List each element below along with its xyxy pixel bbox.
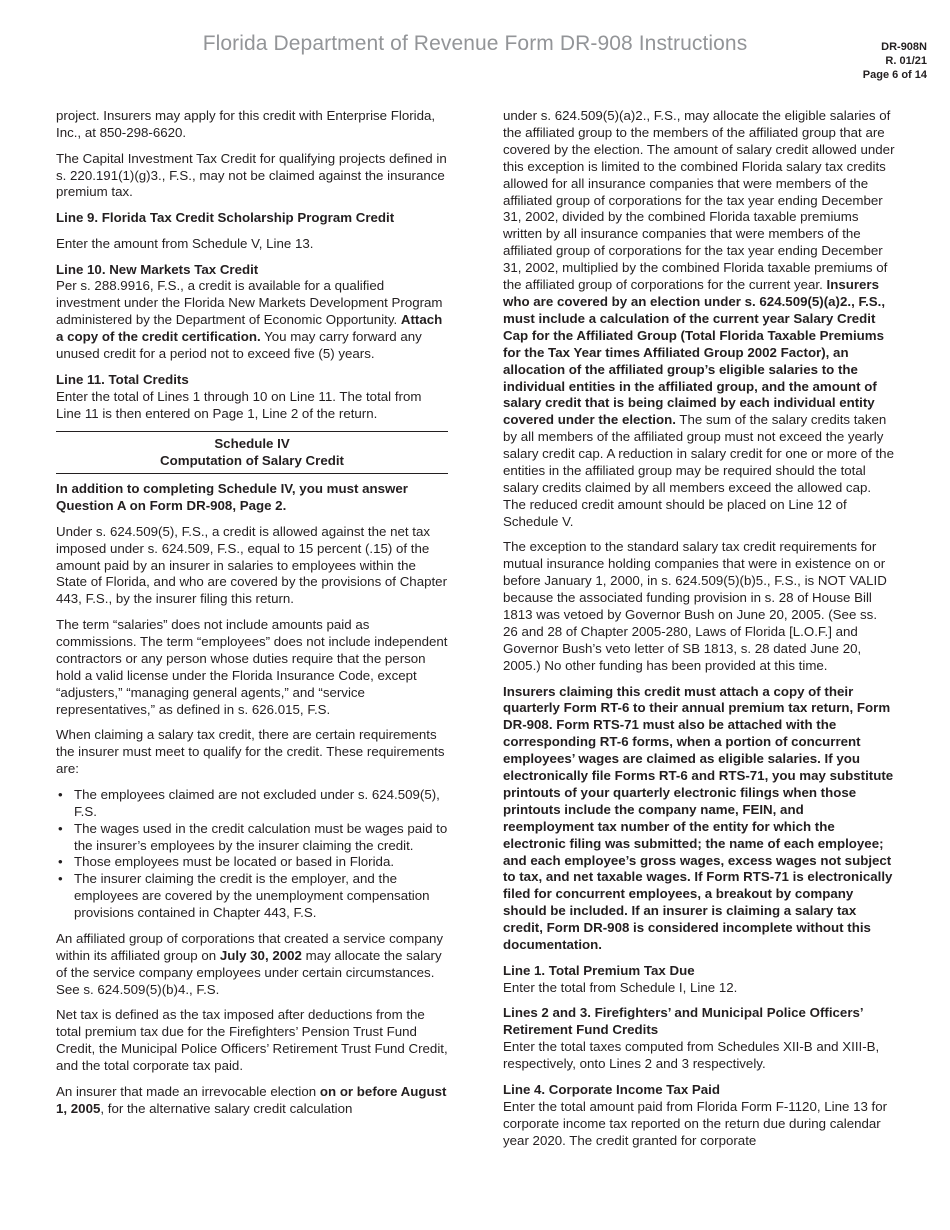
schedule-notice: In addition to completing Schedule IV, you must answer Question A on Form DR-908, Page 2. [56, 481, 408, 513]
line11-text: Enter the total of Lines 1 through 10 on Line 11. The total from Line 11 is then entered on Page 1, Line 2 of the return. [56, 388, 422, 421]
line4-text: Enter the total amount paid from Florida Form F-1120, Line 13 for corporate income tax reported on the return due during calendar year 2020. The credit granted for corporate [503, 1098, 888, 1148]
paragraph: An insurer that made an irrevocable election on or before August 1, 2005, for the alternative salary credit calculation [56, 1083, 447, 1116]
schedule-subtitle: Computation of Salary Credit [160, 453, 344, 469]
right-column [503, 108, 895, 1158]
line2-3-text: Enter the total taxes computed from Schedules XII-B and XIII-B, respectively, onto Lines 2 and 3 respectively. [503, 1039, 880, 1072]
form-revision: R. 01/21 [885, 55, 927, 67]
paragraph: Under s. 624.509(5), F.S., a credit is allowed against the net tax imposed under s. 624.509, F.S., equal to 15 percent (.15) of the amount paid by an insurer in salaries to employees within the State of Florida, and who are covered by the provisions of Chapter 443, F.S., by the insurer filing this return. [56, 523, 447, 607]
line9-text: Enter the amount from Schedule V, Line 13. [56, 235, 314, 251]
requirements-list [56, 787, 448, 922]
paragraph: The exception to the standard salary tax credit requirements for mutual insurance holding companies that were in existence on or before January 1, 2000, in s. 624.509(5)(b)5., F.S., is NOT VALID because the associated funding provision in s. 28 of House Bill 1813 was vetoed by Governor Bush on June 20, 2005. (See ss. 26 and 28 of Chapter 2005-280, Laws of Florida [L.O.F.] and Governor Bush’s veto letter of SB 1813, s. 28 dated June 20, 2005.) No other funding has been provided at this time. [503, 539, 887, 673]
left-column [56, 108, 448, 1126]
form-number: DR-908N [881, 41, 927, 53]
page-title: Florida Department of Revenue Form DR-908 Instructions [202, 32, 748, 55]
line10-text: Per s. 288.9916, F.S., a credit is available for a qualified investment under the Florida New Markets Development Program administered by the Department of Economic Opportunity. Attach a copy of the credit certification. You may carry forward any unused credit for a period not to exceed five (5) years. [56, 278, 443, 362]
line11-heading: Line 11. Total Credits [56, 371, 189, 387]
form-info [863, 40, 927, 82]
paragraph: project. Insurers may apply for this credit with Enterprise Florida, Inc., at 850-298-6620. [56, 108, 436, 140]
paragraph: An affiliated group of corporations that created a service company within its affiliated group on July 30, 2002 may allocate the salary of the service company employees under certain circumstances. See s. 624.509(5)(b)4., F.S. [56, 930, 444, 997]
attachment-notice: Insurers claiming this credit must attach a copy of their quarterly Form RT-6 to their annual premium tax return, Form DR-908. Form RTS-71 must also be attached with the corresponding RT-6 forms, when a portion of concurrent employees’ wages are claimed as eligible salaries. If you electronically file Forms RT-6 and RTS-71, you may substitute printouts of your quarterly electronic filings when those printouts include the company name, FEIN, and reemployment tax number of the entity for which the electronic filing was submitted; the name of each employee; and each employee’s gross wages, excess wages not subject to tax, and net taxable wages. If Form RTS-71 is electronically filed for concurrent employees, a breakout by company should be included. If an insurer is claiming a salary tax credit, Form DR-908 is considered incomplete without this documentation. [503, 683, 894, 953]
line9-heading: Line 9. Florida Tax Credit Scholarship Program Credit [56, 210, 395, 226]
paragraph: Net tax is defined as the tax imposed after deductions from the total premium tax due for the Firefighters’ Pension Trust Fund Credit, the Municipal Police Officers’ Retirement Trust Fund Credit, and the total corporate tax paid. [56, 1007, 448, 1073]
list-item: • The insurer claiming the credit is the employer, and the employees are covered by the unemployment compensation provisions contained in Chapter 443, F.S. [56, 871, 448, 922]
line2-3-heading: Lines 2 and 3. Firefighters’ and Municipal Police Officers’ Retirement Fund Credits [503, 1005, 863, 1038]
line4-heading: Line 4. Corporate Income Tax Paid [503, 1081, 720, 1097]
list-item: • The wages used in the credit calculation must be wages paid to the insurer’s employees by the insurer claiming the credit. [56, 821, 448, 855]
page-number: Page 6 of 14 [862, 69, 927, 81]
line10-heading: Line 10. New Markets Tax Credit [56, 261, 259, 277]
paragraph: The Capital Investment Tax Credit for qualifying projects defined in s. 220.191(1)(g)3., F.S., may not be claimed against the insurance premium tax. [56, 150, 447, 200]
schedule-title: Schedule IV [214, 436, 290, 452]
line1-heading: Line 1. Total Premium Tax Due [503, 962, 695, 978]
paragraph: under s. 624.509(5)(a)2., F.S., may allocate the eligible salaries of the affiliated group to the members of the affiliated group that are covered by the election. The amount of salary credit allowed under this exception is limited to the combined Florida salary tax credits allowed for all insurance companies that were members of the affiliated group of corporations for the tax year ending December 31, 2002, divided by the combined Florida taxable premiums written by all insurance companies that were members of the affiliated group of corporations for the tax year ending December 31, 2002, multiplied by the combined Florida taxable premiums of the affiliated group of corporations for the current year. Insurers who are covered by an election under s. 624.509(5)(a)2., F.S., must include a calculation of the current year Salary Credit Cap for the Affiliated Group (Total Florida Taxable Premiums for the Tax Year times Affiliated Group 2002 Factor), an allocation of the affiliated group’s eligible salaries to the individual entities in the affiliated group, and the amount of salary credit that is being claimed by each individual entity covered under the election. The sum of the salary credits taken by all members of the affiliated group must not exceed the yearly salary credit cap. A reduction in salary credit for one or more of the entities in the affiliated group may be required should the total salary credits claimed by all members exceed the allowed cap. The reduced credit amount should be placed on Line 12 of Schedule V. [503, 108, 895, 529]
line1-text: Enter the total from Schedule I, Line 12. [503, 979, 738, 995]
schedule-iv-heading [56, 431, 448, 474]
paragraph: When claiming a salary tax credit, there are certain requirements the insurer must meet to qualify for the credit. These requirements are: [56, 727, 445, 777]
list-item: • Those employees must be located or based in Florida. [56, 854, 448, 871]
list-item: • The employees claimed are not excluded under s. 624.509(5), F.S. [56, 787, 448, 821]
paragraph: The term “salaries” does not include amounts paid as commissions. The term “employees” does not include independent contractors or any person whose duties require that the person hold a valid license under the Florida Insurance Code, except “adjusters,” “managing general agents,” and “service representatives,” as defined in s. 626.015, F.S. [56, 617, 448, 717]
